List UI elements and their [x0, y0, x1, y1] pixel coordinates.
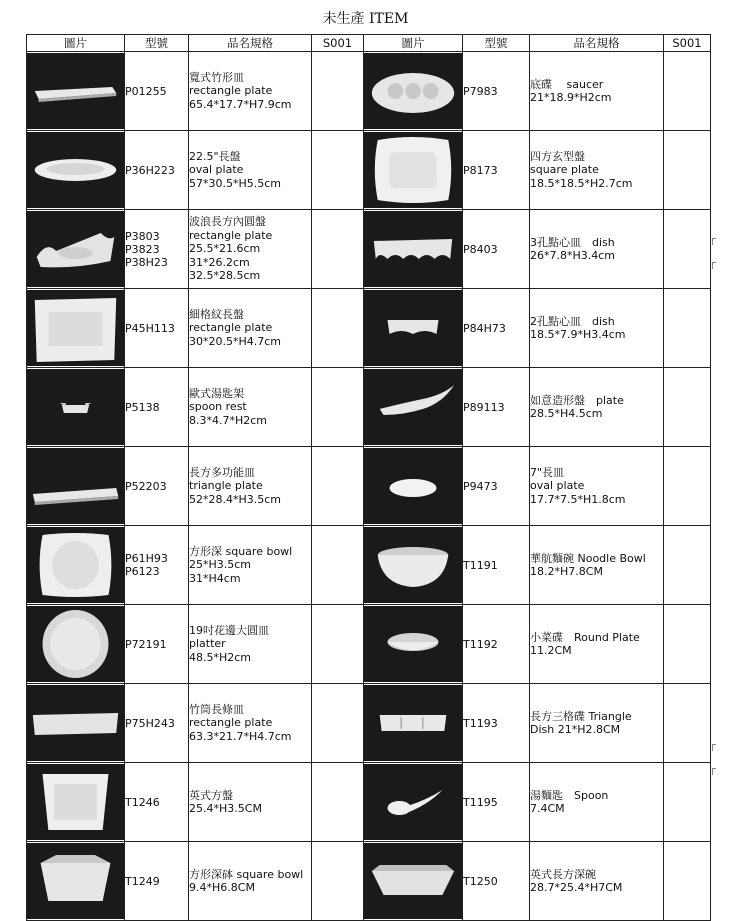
- model-number: P6123: [125, 565, 160, 578]
- product-photo: [364, 685, 462, 761]
- spec-line: 18.2*H7.8CM: [530, 565, 603, 578]
- s001-cell: [664, 842, 711, 921]
- spec-cell: [530, 684, 664, 763]
- s001-cell: [312, 684, 364, 763]
- page-title: 未生產 ITEM: [322, 11, 409, 27]
- model-number: P52203: [125, 479, 167, 493]
- scan-mark: [712, 262, 716, 269]
- product-table: [26, 34, 711, 921]
- model-cell: [125, 368, 189, 447]
- model-number: P8403: [463, 242, 498, 256]
- product-photo-cell: [364, 52, 463, 131]
- spec-cell: [189, 605, 312, 684]
- model-cell: [463, 210, 530, 289]
- product-photo-cell: [364, 763, 463, 842]
- spec-cell: [189, 131, 312, 210]
- product-photo-cell: [364, 131, 463, 210]
- spec-line: 48.5*H2cm: [189, 650, 252, 664]
- spec-line: 底碟 saucer: [530, 77, 604, 91]
- s001-cell: [312, 605, 364, 684]
- spec-line: 英式長方深碗: [530, 867, 596, 881]
- s001-cell: [312, 52, 364, 131]
- spec-line: 11.2CM: [530, 644, 572, 657]
- model-number: P5138: [125, 400, 160, 414]
- spec-line: 25.5*21.6cm: [189, 242, 261, 256]
- scan-mark: [712, 238, 716, 245]
- model-number: T1192: [463, 637, 498, 651]
- product-photo-cell: [27, 447, 125, 526]
- model-cell: [463, 289, 530, 368]
- spec-line: 8.3*4.7*H2cm: [189, 413, 268, 427]
- product-photo: [27, 290, 124, 366]
- header-row: [27, 35, 711, 52]
- spec-line: 19吋花邊大圓皿: [189, 623, 269, 637]
- model-number: P36H223: [125, 163, 175, 177]
- s001-cell: [312, 842, 364, 921]
- spec-cell: [530, 447, 664, 526]
- spec-cell: [189, 210, 312, 289]
- scan-mark: [712, 768, 716, 775]
- header-spec: 品名規格: [189, 35, 312, 52]
- s001-cell: [312, 210, 364, 289]
- model-cell: [125, 842, 189, 921]
- spec-line: 31*H4cm: [189, 571, 241, 585]
- spec-line: 32.5*28.5cm: [189, 269, 261, 283]
- model-cell: [463, 605, 530, 684]
- spec-line: spoon rest: [189, 400, 247, 414]
- model-number: P7983: [463, 84, 498, 98]
- spec-cell: [530, 842, 664, 921]
- model-number: P72191: [125, 637, 167, 651]
- model-cell: [463, 684, 530, 763]
- spec-line: 65.4*17.7*H7.9cm: [189, 97, 292, 111]
- product-photo-cell: [364, 526, 463, 605]
- product-photo: [364, 290, 462, 366]
- s001-cell: [664, 684, 711, 763]
- spec-line: 52*28.4*H3.5cm: [189, 492, 282, 506]
- spec-line: 22.5"長盤: [189, 149, 241, 163]
- model-number: T1249: [125, 874, 160, 888]
- s001-cell: [664, 210, 711, 289]
- product-photo-cell: [364, 684, 463, 763]
- product-photo-cell: [364, 447, 463, 526]
- spec-cell: [189, 684, 312, 763]
- spec-line: 26*7.8*H3.4cm: [530, 249, 616, 262]
- product-photo: [27, 764, 124, 840]
- product-photo-cell: [364, 605, 463, 684]
- product-photo: [364, 764, 462, 840]
- spec-cell: [189, 52, 312, 131]
- model-number: P75H243: [125, 716, 175, 730]
- spec-cell: [189, 763, 312, 842]
- spec-line: 9.4*H6.8CM: [189, 881, 255, 894]
- header-s001: S001: [312, 35, 364, 52]
- model-cell: [125, 605, 189, 684]
- spec-cell: [189, 368, 312, 447]
- table-row: [27, 763, 711, 842]
- spec-line: 57*30.5*H5.5cm: [189, 176, 282, 190]
- s001-cell: [312, 447, 364, 526]
- product-photo: [27, 527, 124, 603]
- spec-line: 長方三格碟 Triangle: [530, 709, 632, 723]
- spec-line: 小菜碟 Round Plate: [530, 630, 640, 644]
- product-photo: [364, 606, 462, 682]
- header-image: 圖片: [364, 35, 463, 52]
- model-number: P45H113: [125, 321, 175, 335]
- product-photo: [364, 448, 462, 524]
- spec-line: Dish 21*H2.8CM: [530, 723, 621, 736]
- spec-cell: [189, 842, 312, 921]
- s001-cell: [312, 368, 364, 447]
- s001-cell: [664, 131, 711, 210]
- s001-cell: [664, 447, 711, 526]
- table-row: [27, 605, 711, 684]
- product-photo-cell: [364, 210, 463, 289]
- spec-cell: [530, 605, 664, 684]
- model-number: P3823: [125, 242, 160, 256]
- s001-cell: [664, 526, 711, 605]
- spec-line: 細格紋長盤: [189, 307, 244, 321]
- model-cell: [125, 684, 189, 763]
- table-row: [27, 131, 711, 210]
- product-photo: [364, 211, 462, 287]
- spec-cell: [530, 526, 664, 605]
- spec-line: oval plate: [530, 479, 585, 493]
- header-model: 型號: [463, 35, 530, 52]
- product-photo: [27, 369, 124, 445]
- s001-cell: [664, 289, 711, 368]
- product-photo: [27, 211, 124, 287]
- table-row: [27, 684, 711, 763]
- product-photo-cell: [27, 289, 125, 368]
- spec-line: rectangle plate: [189, 321, 273, 335]
- spec-line: 25*H3.5cm: [189, 558, 252, 572]
- product-photo: [27, 53, 124, 129]
- spec-line: platter: [189, 637, 226, 651]
- s001-cell: [664, 763, 711, 842]
- table-row: [27, 368, 711, 447]
- spec-line: 18.5*18.5*H2.7cm: [530, 176, 633, 190]
- s001-cell: [664, 52, 711, 131]
- product-photo-cell: [27, 131, 125, 210]
- spec-line: oval plate: [189, 163, 244, 177]
- spec-line: 寬式竹形皿: [189, 70, 244, 84]
- spec-line: 30*20.5*H4.7cm: [189, 334, 282, 348]
- spec-cell: [189, 526, 312, 605]
- model-cell: [125, 447, 189, 526]
- spec-line: 31*26.2cm: [189, 255, 250, 269]
- spec-line: 63.3*21.7*H4.7cm: [189, 729, 292, 743]
- spec-line: 歐式湯匙架: [189, 386, 244, 400]
- spec-line: 17.7*7.5*H1.8cm: [530, 492, 626, 506]
- s001-cell: [312, 289, 364, 368]
- spec-line: 18.5*7.9*H3.4cm: [530, 328, 626, 341]
- spec-line: triangle plate: [189, 479, 263, 493]
- table-row: [27, 210, 711, 289]
- spec-line: 方形深 square bowl: [189, 544, 293, 558]
- product-photo: [27, 132, 124, 208]
- table-row: [27, 52, 711, 131]
- spec-cell: [189, 447, 312, 526]
- spec-line: 25.4*H3.5CM: [189, 802, 262, 815]
- spec-cell: [530, 289, 664, 368]
- table-row: [27, 842, 711, 921]
- model-cell: [463, 842, 530, 921]
- table-row: [27, 447, 711, 526]
- product-photo: [364, 843, 462, 919]
- spec-cell: [530, 368, 664, 447]
- model-number: P38H23: [125, 255, 168, 269]
- model-number: T1193: [463, 716, 498, 730]
- spec-cell: [530, 763, 664, 842]
- spec-line: 長方多功能皿: [189, 465, 255, 479]
- model-cell: [463, 763, 530, 842]
- model-number: P3803: [125, 229, 160, 243]
- model-number: T1191: [463, 558, 498, 572]
- spec-line: 湯麵匙 Spoon: [530, 788, 609, 802]
- s001-cell: [664, 368, 711, 447]
- spec-line: 7"長皿: [530, 465, 565, 479]
- spec-line: 方形深砵 square bowl: [189, 867, 304, 881]
- spec-cell: [530, 210, 664, 289]
- model-number: P89113: [463, 400, 505, 414]
- spec-line: 3孔點心皿 dish: [530, 235, 615, 249]
- product-photo: [27, 606, 124, 682]
- spec-line: 28.7*25.4*H7CM: [530, 881, 623, 894]
- product-photo: [27, 685, 124, 761]
- spec-line: 四方玄型盤: [530, 149, 585, 163]
- table-row: [27, 289, 711, 368]
- product-photo: [364, 369, 462, 445]
- model-number: P9473: [463, 479, 498, 493]
- product-photo-cell: [364, 289, 463, 368]
- s001-cell: [664, 605, 711, 684]
- model-number: P01255: [125, 84, 167, 98]
- s001-cell: [312, 131, 364, 210]
- spec-cell: [530, 52, 664, 131]
- spec-line: 如意造形盤 plate: [530, 393, 624, 407]
- spec-line: 28.5*H4.5cm: [530, 407, 603, 420]
- product-photo: [27, 843, 124, 919]
- product-photo-cell: [27, 52, 125, 131]
- model-number: T1195: [463, 795, 498, 809]
- model-cell: [125, 526, 189, 605]
- model-cell: [463, 447, 530, 526]
- spec-line: rectangle plate: [189, 228, 273, 242]
- s001-cell: [312, 526, 364, 605]
- product-photo-cell: [27, 605, 125, 684]
- model-number: T1250: [463, 874, 498, 888]
- model-cell: [463, 131, 530, 210]
- spec-line: rectangle plate: [189, 84, 273, 98]
- model-number: P61H93: [125, 552, 168, 565]
- product-photo: [364, 527, 462, 603]
- scan-mark: [712, 744, 716, 751]
- spec-cell: [189, 289, 312, 368]
- spec-cell: [530, 131, 664, 210]
- spec-line: 波浪長方內圓盤: [189, 215, 266, 229]
- header-image: 圖片: [27, 35, 125, 52]
- product-photo: [27, 448, 124, 524]
- table-row: [27, 526, 711, 605]
- spec-line: 華航麵碗 Noodle Bowl: [530, 551, 646, 565]
- header-model: 型號: [125, 35, 189, 52]
- product-photo-cell: [27, 526, 125, 605]
- model-number: P8173: [463, 163, 498, 177]
- model-cell: [125, 289, 189, 368]
- model-cell: [125, 52, 189, 131]
- header-spec: 品名規格: [530, 35, 664, 52]
- spec-line: 7.4CM: [530, 802, 565, 815]
- product-photo-cell: [27, 368, 125, 447]
- model-number: T1246: [125, 795, 160, 809]
- product-photo: [364, 53, 462, 129]
- model-number: P84H73: [463, 321, 506, 335]
- product-photo-cell: [364, 368, 463, 447]
- model-cell: [463, 368, 530, 447]
- s001-cell: [312, 763, 364, 842]
- product-photo-cell: [27, 210, 125, 289]
- spec-line: square plate: [530, 163, 599, 177]
- product-photo: [364, 132, 462, 208]
- product-photo-cell: [27, 684, 125, 763]
- model-cell: [125, 131, 189, 210]
- product-photo-cell: [364, 842, 463, 921]
- model-cell: [463, 526, 530, 605]
- spec-line: 英式方盤: [189, 788, 233, 802]
- product-photo-cell: [27, 763, 125, 842]
- model-cell: [125, 763, 189, 842]
- spec-line: rectangle plate: [189, 716, 273, 730]
- spec-line: 2孔點心皿 dish: [530, 314, 615, 328]
- product-photo-cell: [27, 842, 125, 921]
- model-cell: [125, 210, 189, 289]
- model-cell: [463, 52, 530, 131]
- spec-line: 竹筒長條皿: [189, 702, 244, 716]
- spec-line: 21*18.9*H2cm: [530, 91, 612, 104]
- header-s001: S001: [664, 35, 711, 52]
